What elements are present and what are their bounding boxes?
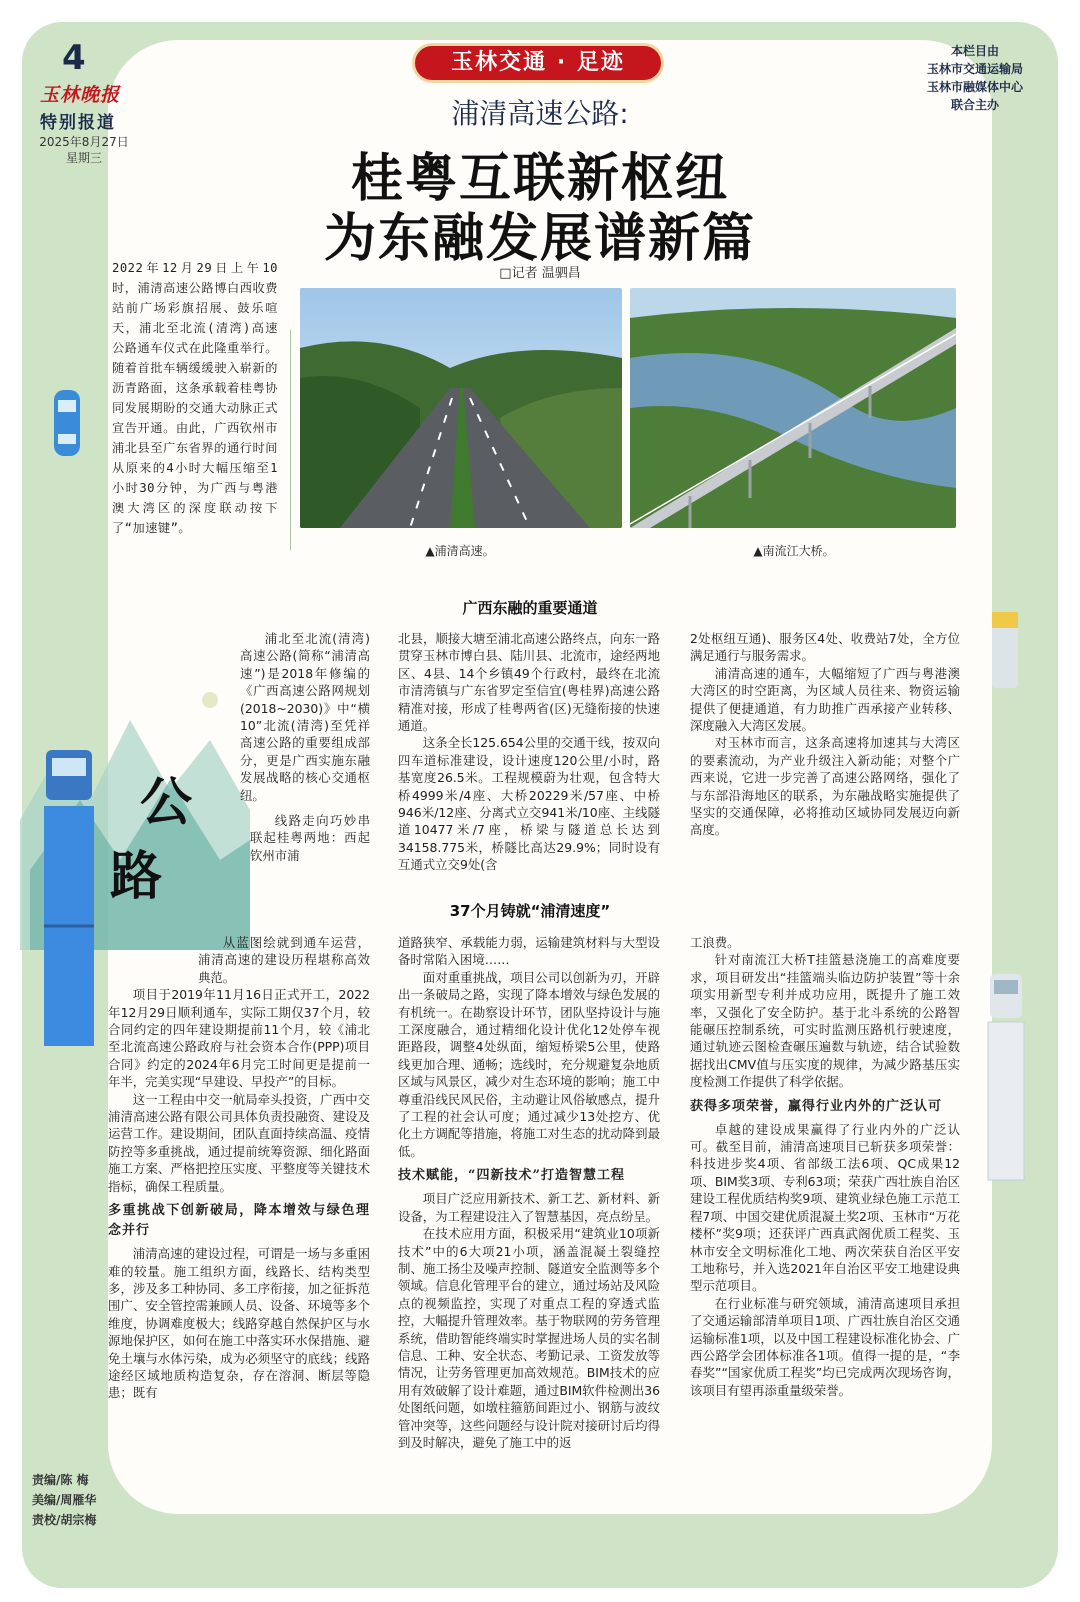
sec2-col3: [690, 934, 960, 1399]
page-number: 4: [62, 38, 86, 78]
sec1-col2: [398, 630, 660, 874]
sec1-col1-upper: [240, 630, 370, 804]
issue-date: [30, 134, 138, 166]
column-banner: 玉林交通 · 足迹: [412, 43, 664, 83]
paragraph: 浦北至北流(清湾)高速公路(简称“浦清高速”)是2018年修编的《广西高速公路网规划(2018~2030)》中“横10”北流(清湾)至凭祥高速公路的重要组成部分，更是广西实施东融发展战略的核心交通枢纽。: [240, 631, 370, 803]
photo-caption-bridge: ▲南流江大桥。: [753, 544, 835, 558]
sponsor-line: 玉林市融媒体中心: [926, 80, 1023, 94]
subheading: 多重挑战下创新破局，降本增效与绿色理念并行: [108, 1203, 370, 1239]
paragraph: 面对重重挑战，项目公司以创新为刃，开辟出一条破局之路，实现了降本增效与绿色发展的有机统一。在勘察设计环节，团队坚持设计与施工深度融合，通过精细化设计优化12处停车视距路段，调整4处纵面，缩短桥梁5公里，使路线更加合理、通畅；选线时，充分规避复杂地质区域与风景区，减少对生态环境的影响；施工中尊重沿线民风民俗，主动避让风俗敏感点，提升了工程的社会认可度；通过减少13处挖方、优化土方调配等措施，将施工对生态的扰动降到最低。: [398, 969, 660, 1159]
intro-paragraph: 2022年12月29日上午10时，浦清高速公路博白西收费站前广场彩旗招展、鼓乐喧天，浦北至北流(清湾)高速公路通车仪式在此隆重举行。随着首批车辆缓缓驶入崭新的沥青路面，这条承载着桂粤协同发展期盼的交通大动脉正式宣告开通。由此，广西钦州市浦北县至广东省界的通行时间从原来的4小时大幅压缩至1小时30分钟，为广西与粤港澳大湾区的深度联动按下了“加速键”。: [112, 261, 278, 535]
section1-heading: 广西东融的重要通道: [462, 599, 598, 617]
paragraph: 对玉林市而言，这条高速将加速其与大湾区的要素流动，为产业升级注入新动能；对整个广西来说，它进一步完善了高速公路网络，强化了与东部沿海地区的联系，为东融战略实施提供了坚实的交通保障，必将推动区域协同发展迈向新高度。: [690, 735, 960, 838]
photo-bridge: [630, 288, 956, 528]
intro-divider: [290, 330, 291, 550]
section2-heading: 37个月铸就“浦清速度”: [449, 902, 611, 920]
paragraph: 这一工程由中交一航局牵头投资，广西中交浦清高速公路有限公司具体负责投融资、建设及运营工作。建设期间，团队直面持续高温、疫情防控等多重挑战，通过提前统筹资源、细化路面施工方案、严格把控压实度、平整度等关键技术指标，确保工程质量。: [108, 1091, 370, 1194]
subheading: 技术赋能，“四新技术”打造智慧工程: [398, 1168, 625, 1184]
newspaper-logo: 玉林晚报: [40, 84, 121, 106]
paragraph: 北县，顺接大塘至浦北高速公路终点，向东一路贯穿玉林市博白县、陆川县、北流市，途经两地区、4县、14个乡镇49个行政村，最终在北流市清湾镇与广东省罗定至信宜(粤桂界)高速公路精准对接，形成了桂粤两省(区)无缝衔接的快速通道。: [398, 631, 660, 734]
van-icon: [986, 972, 1026, 1182]
title-kicker: 浦清高速公路:: [451, 97, 629, 130]
bridge-image: [630, 288, 956, 528]
paragraph: 这条全长125.654公里的交通干线，按双向四车道标准建设，设计速度120公里/小时，路基宽度26.5米。工程规模蔚为壮观，包含特大桥4999米/4座、大桥20229米/57座、中桥946米/12座、分离式立交941米/10座、主线隧道10477米/7座，桥梁与隧道总长达到34158.775米，桥隧比高达29.9%；同时设有互通式立交9处(含: [398, 735, 660, 873]
paragraph: 针对南流江大桥T挂篮悬浇施工的高难度要求，项目研发出“挂篮端头临边防护装置”等十余项实用新型专利并成功应用，既提升了施工效率，又强化了安全防护。基于北斗系统的公路智能碾压控制系统，可实时监测压路机行驶速度，通过轨迹云图检查碾压遍数与轨迹，结合试验数据找出CMV值与压实度的规律，为减少路基压实度检测工作提供了科学依据。: [690, 952, 960, 1090]
headline-line-1: 桂粤互联新枢纽: [350, 149, 729, 209]
headline-line-2: 为东融发展谱新篇: [323, 209, 756, 269]
sec2-col1: [108, 934, 370, 1402]
paragraph: 从蓝图绘就到通车运营，浦清高速的建设历程堪称高效典范。: [198, 935, 370, 985]
decor-char-lu: 路: [110, 846, 163, 907]
paragraph: 道路狭窄、承载能力弱，运输建筑材料与大型设备时常陷入困境……: [398, 935, 660, 968]
date-text: 2025年8月27日: [39, 135, 129, 149]
sponsor-line: 联合主办: [950, 98, 999, 112]
editor-line: 责校/胡宗梅: [32, 1513, 97, 1527]
paragraph: 工浪费。: [690, 935, 740, 950]
sec1-col1-lower: [250, 812, 370, 864]
photo-caption-highway: ▲浦清高速。: [425, 544, 495, 558]
sponsor-line: 玉林市交通运输局: [926, 62, 1023, 76]
paragraph: 浦清高速的通车，大幅缩短了广西与粤港澳大湾区的时空距离，为区域人员往来、物资运输提供了便捷通道，有力助推广西承接产业转移、深度融入大湾区发展。: [690, 665, 960, 734]
sponsor-note: [900, 42, 1050, 114]
truck-icon: [40, 750, 98, 1050]
byline: □记者 温驷昌: [499, 266, 581, 281]
editor-line: 美编/周雁华: [32, 1493, 97, 1507]
weekday-text: 星期三: [65, 151, 102, 165]
sponsor-line: 本栏目由: [950, 44, 999, 58]
paragraph: 浦清高速的建设过程，可谓是一场与多重困难的较量。施工组织方面，线路长、结构类型多，涉及多工种协同、多工序衔接，加之征拆范围广、安全管控需兼顾人员、设备、环境等多个维度，协调难度极大；线路穿越自然保护区与水源地保护区，如何在施工中落实环水保措施、避免土壤与水体污染，成为必须坚守的底线；线路途经区域地质构造复杂，存在溶洞、断层等隐患；既有: [108, 1246, 370, 1401]
sec1-col3: [690, 630, 960, 839]
highway-image: [300, 288, 622, 528]
editor-credits: [32, 1470, 96, 1530]
subheading: 获得多项荣誉，赢得行业内外的广泛认可: [690, 1098, 943, 1114]
photo-highway: [300, 288, 622, 528]
paragraph: 项目于2019年11月16日正式开工，2022年12月29日顺利通车，实际工期仅37个月，较合同约定的四年建设期提前11个月，较《浦北至北流高速公路政府与社会资本合作(PPP)项目合同》约定的2024年6月完工时间更是提前一年半，完美实现“早建设、早投产”的目标。: [108, 987, 370, 1090]
decor-char-gong: 公: [140, 772, 193, 833]
paragraph: 在行业标准与研究领域，浦清高速项目承担了交通运输部清单项目1项、广西壮族自治区交通运输标准1项，以及中国工程建设标准化协会、广西公路学会团体标准各1项。值得一提的是，“李春奖”“国家优质工程奖”均已完成两次现场咨询，该项目有望再添重量级荣誉。: [690, 1295, 960, 1398]
editor-line: 责编/陈 梅: [32, 1473, 89, 1487]
paragraph: 在技术应用方面，积极采用“建筑业10项新技术”中的6大项21小项，涵盖混凝土裂缝控制、施工扬尘及噪声控制、隧道安全监测等多个领域。信息化管理平台的建立，通过场站及风险点的视频监控，实现了对重点工程的穿透式监控，大幅提升管理效率。基于物联网的劳务管理系统，借助智能终端实时掌握进场人员的实名制信息、工种、安全状态、考勤记录、工资发放等情况，让劳务管理更加高效规范。BIM技术的应用有效破解了设计难题，通过BIM软件检测出36处图纸问题，如墩柱箍筋间距过小、钢筋与波纹管冲突等，这些问题经与设计院对接研讨后均得到及时解决，避免了施工中的返: [398, 1226, 660, 1450]
paragraph: 2处枢纽互通)、服务区4处、收费站7处，全方位满足通行与服务需求。: [690, 631, 960, 664]
car-icon: [52, 388, 82, 458]
section-label: 特别报道: [40, 113, 116, 133]
sec2-col2: [398, 934, 660, 1451]
paragraph: 卓越的建设成果赢得了行业内外的广泛认可。截至目前，浦清高速项目已斩获多项荣誉：科技进步奖4项、省部级工法6项、QC成果12项、BIM奖3项、专利63项；荣获广西壮族自治区建设工程优质结构奖9项、建筑业绿色施工示范工程7项、中国交建优质混凝土奖2项、玉林市“万花楼杯”奖9项；还获评广西真武阁优质工程奖、玉林市安全文明标准化工地、两次荣获自治区平安工地称号，并入选2021年自治区平安工地建设典型示范项目。: [690, 1121, 960, 1294]
paragraph: 线路走向巧妙串联起桂粤两地：西起钦州市浦: [250, 813, 370, 863]
bus-icon: [990, 610, 1020, 690]
paragraph: 项目广泛应用新技术、新工艺、新材料、新设备，为工程建设注入了智慧基因，亮点纷呈。: [398, 1191, 660, 1224]
